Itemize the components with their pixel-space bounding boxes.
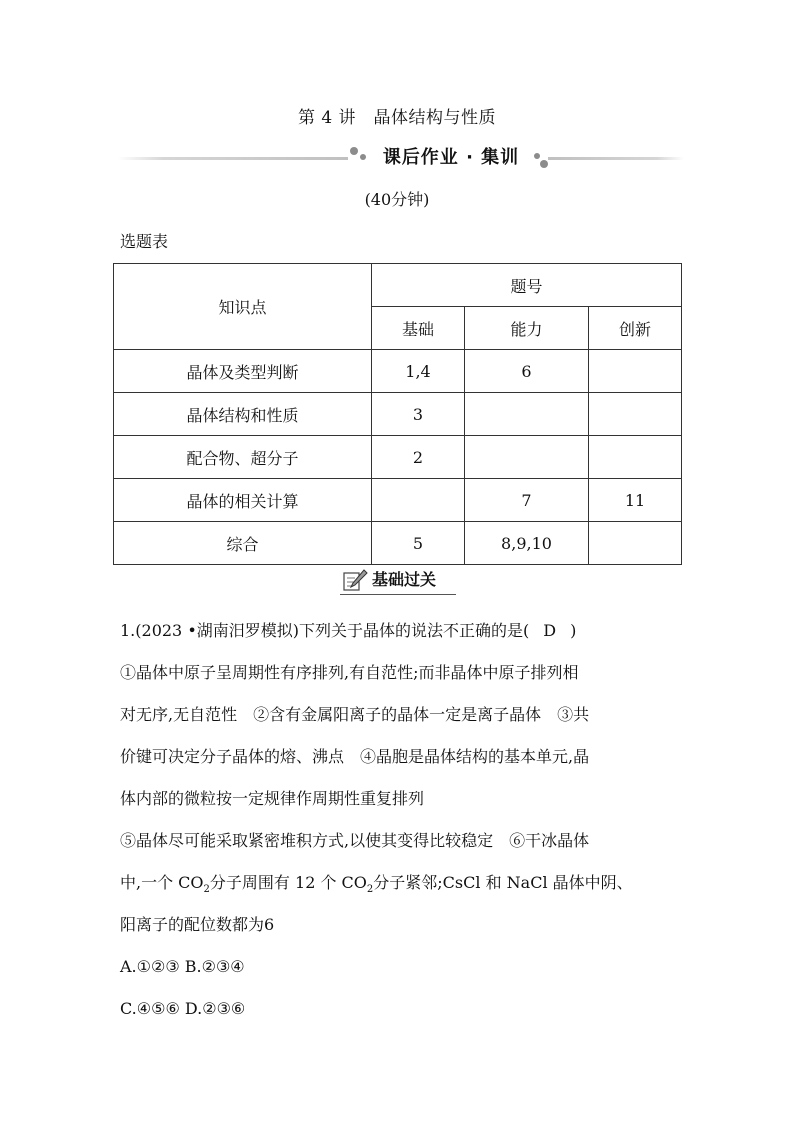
header-knowledge: 知识点 [114,264,372,350]
cell-basic: 2 [372,436,465,479]
lecture-title: 第 4 讲 晶体结构与性质 [297,108,497,128]
banner-dot [540,160,548,168]
stem-text: 1.(2023 •湖南汨罗模拟)下列关于晶体的说法不正确的是( [120,621,530,640]
section-title: 基础过关 [372,570,437,589]
cell-basic [372,479,465,522]
statement-line: 阳离子的配位数都为6 [120,915,275,934]
topic-selection-table [113,263,682,565]
banner-title: 课后作业 · 集训 [382,147,520,168]
cell-topic: 综合 [114,522,372,565]
option-b: B.②③④ [184,957,245,976]
statement-line [120,862,685,904]
header-basic: 基础 [372,307,465,350]
section-banner [118,143,684,173]
cell-topic: 配合物、超分子 [114,436,372,479]
pencil-paper-icon [342,568,368,592]
header-number: 题号 [372,264,682,307]
option-d: D.②③⑥ [184,999,246,1018]
banner-dot [350,147,358,155]
cell-topic: 晶体及类型判断 [114,350,372,393]
table-row [114,393,682,436]
cell-innovation [589,393,682,436]
cell-ability: 7 [465,479,589,522]
options-row [120,988,685,1030]
subscript: 2 [366,884,374,896]
header-innovation: 创新 [589,307,682,350]
statement-line: 价键可决定分子晶体的熔、沸点 ④晶胞是晶体结构的基本单元,晶 [120,747,590,766]
banner-line-right [548,157,684,160]
cell-basic: 5 [372,522,465,565]
statement-fragment: 中,一个 CO [120,873,204,892]
table-row [114,436,682,479]
subscript: 2 [203,884,210,896]
statement-line: ①晶体中原子呈周期性有序排列,有自范性;而非晶体中原子排列相 [120,663,579,682]
cell-ability [465,393,589,436]
section-header-basic [340,566,456,595]
table-row [114,522,682,565]
cell-innovation [589,350,682,393]
header-ability: 能力 [465,307,589,350]
cell-basic: 1,4 [372,350,465,393]
cell-basic: 3 [372,393,465,436]
cell-innovation [589,436,682,479]
option-a: A.①②③ [120,957,180,976]
cell-topic: 晶体结构和性质 [114,393,372,436]
cell-innovation [589,522,682,565]
option-c: C.④⑤⑥ [120,999,180,1018]
table-header-row [114,264,682,307]
table-row [114,350,682,393]
banner-dot [360,154,366,160]
statement-fragment: 分子周围有 12 个 CO [209,873,367,892]
cell-ability: 8,9,10 [465,522,589,565]
stem-close: ) [570,621,577,640]
statement-line: 对无序,无自范性 ②含有金属阳离子的晶体一定是离子晶体 ③共 [120,705,590,724]
options-row [120,946,685,988]
banner-dot [534,153,540,159]
table-row [114,479,682,522]
table-caption: 选题表 [120,232,169,251]
statement-line: ⑤晶体尽可能采取紧密堆积方式,以使其变得比较稳定 ⑥干冰晶体 [120,831,590,850]
duration-label: (40分钟) [364,190,430,209]
statement-line: 体内部的微粒按一定规律作周期性重复排列 [120,789,425,808]
question-1 [120,610,685,1030]
cell-topic: 晶体的相关计算 [114,479,372,522]
question-stem [120,610,685,652]
banner-line-left [118,157,348,160]
answer-mark: D [543,621,557,640]
cell-innovation: 11 [589,479,682,522]
cell-ability [465,436,589,479]
cell-ability: 6 [465,350,589,393]
statement-fragment: 分子紧邻;CsCl 和 NaCl 晶体中阴、 [373,873,633,892]
